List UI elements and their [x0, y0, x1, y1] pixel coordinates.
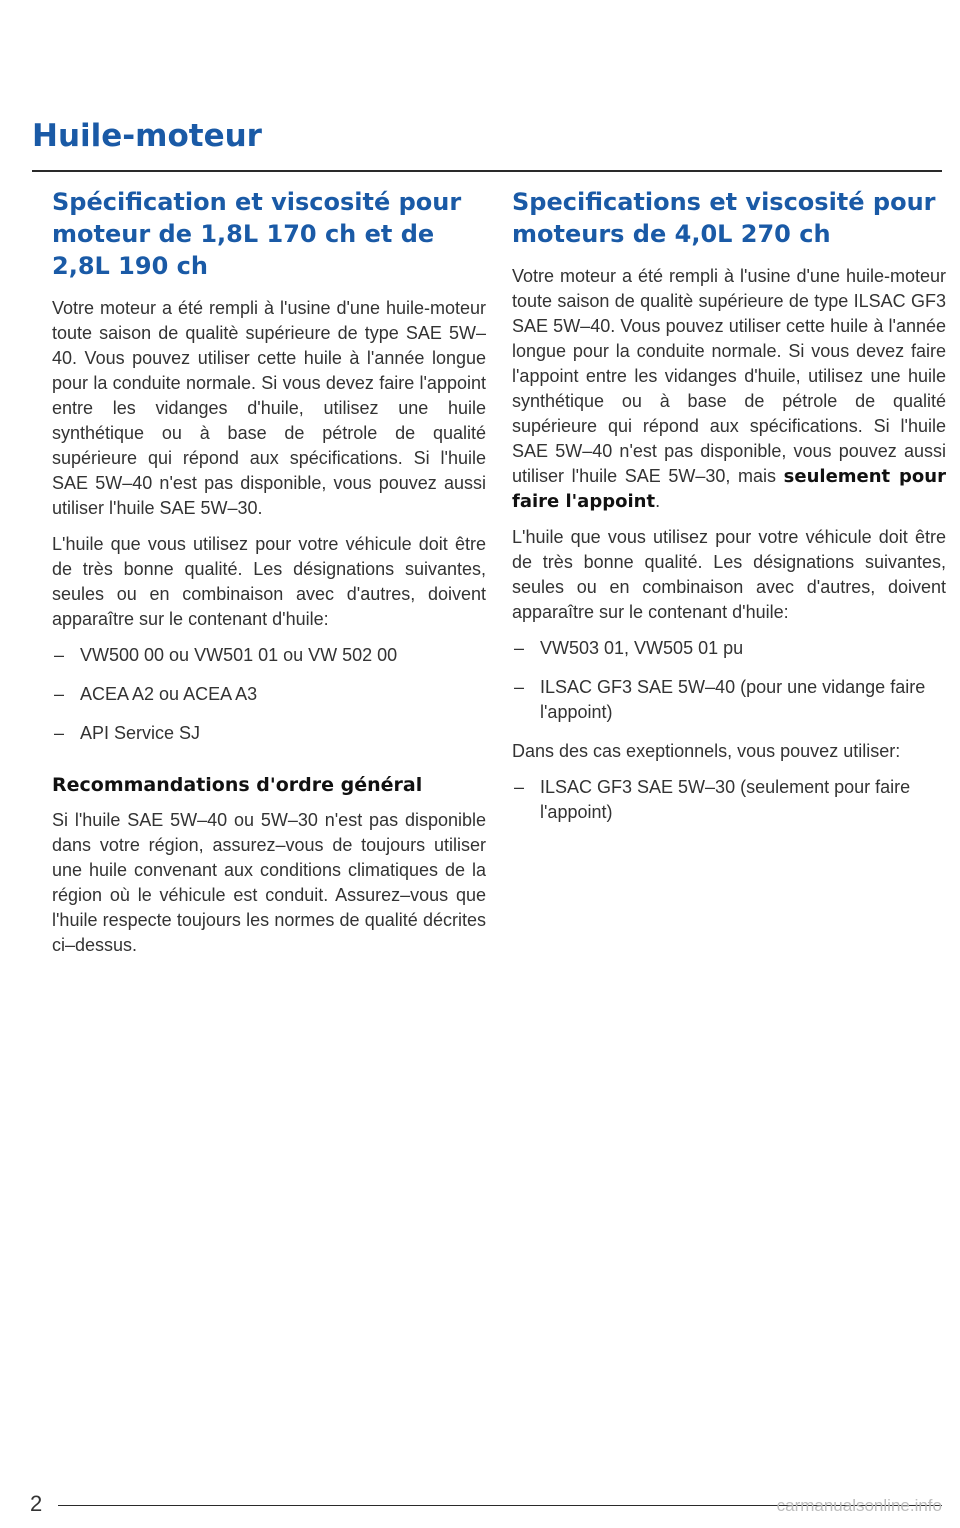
watermark: carmanualsonline.info	[776, 1496, 942, 1515]
right-exception-list	[512, 775, 946, 825]
list-item: – API Service SJ	[52, 721, 486, 746]
page-number: 2	[30, 1491, 43, 1516]
right-paragraph-1	[512, 264, 946, 514]
general-recommendations-heading: Recommandations d'ordre général	[52, 774, 423, 796]
right-section-heading: Specifications et viscosité pour moteurs de 4,0L 270 ch	[512, 188, 936, 248]
left-column	[52, 186, 486, 969]
left-spec-list	[52, 643, 486, 746]
list-item: – ILSAC GF3 SAE 5W–30 (seulement pour faire l'appoint)	[512, 775, 946, 825]
list-item: – ACEA A2 ou ACEA A3	[52, 682, 486, 707]
right-column	[512, 186, 946, 839]
title-divider	[32, 170, 942, 172]
right-paragraph-3: Dans des cas exeptionnels, vous pouvez utiliser:	[512, 741, 901, 761]
page-title: Huile-moteur	[32, 118, 262, 154]
right-spec-list	[512, 636, 946, 725]
left-paragraph-3: Si l'huile SAE 5W–40 ou 5W–30 n'est pas disponible dans votre région, assurez–vous de toujours utiliser une huile convenant aux conditions climatiques de la région où le véhicule est conduit. Assurez–vous que l'huile respecte toujours les normes de qualité décrites ci–dessus.	[52, 810, 486, 955]
left-paragraph-2: L'huile que vous utilisez pour votre véhicule doit être de très bonne qualité. Les désignations suivantes, seules ou en combinaison avec d'autres, doivent apparaître sur le contenant d'huile:	[52, 534, 486, 629]
left-paragraph-1: Votre moteur a été rempli à l'usine d'une huile-moteur toute saison de qualitè supérieure de type SAE 5W–40. Vous pouvez utiliser cette huile à l'année longue pour la conduite normale. Si vous devez faire l'appoint entre les vidanges d'huile, utilisez une huile synthétique ou à base de pétrole de qualité supérieure qui répond aux spécifications. Si l'huile SAE 5W–40 n'est pas disponible, vous pouvez aussi utiliser l'huile SAE 5W–30.	[52, 298, 486, 518]
right-paragraph-2: L'huile que vous utilisez pour votre véhicule doit être de très bonne qualité. Les désignations suivantes, seules ou en combinaison avec d'autres, doivent apparaître sur le contenant d'huile:	[512, 527, 946, 622]
left-section-heading: Spécification et viscosité pour moteur de 1,8L 170 ch et de 2,8L 190 ch	[52, 188, 462, 280]
right-paragraph-1-bold: seulement pour faire l'appoint	[512, 466, 946, 512]
right-paragraph-1-text: Votre moteur a été rempli à l'usine d'une huile-moteur toute saison de qualitè supérieure de type ILSAC GF3 SAE 5W–40. Vous pouvez utiliser cette huile à l'année longue pour la conduite normale. Si vous devez faire l'appoint entre les vidanges d'huile, utilisez une huile synthétique ou à base de pétrole de qualité supérieure qui répond aux spécifications. Si l'huile SAE 5W–40 n'est pas disponible, vous pouvez aussi utiliser l'huile SAE 5W–30, mais	[512, 266, 946, 486]
list-item: – VW500 00 ou VW501 01 ou VW 502 00	[52, 643, 486, 668]
list-item: – VW503 01, VW505 01 pu	[512, 636, 946, 661]
list-item: – ILSAC GF3 SAE 5W–40 (pour une vidange faire l'appoint)	[512, 675, 946, 725]
right-paragraph-1-end: .	[655, 491, 661, 511]
